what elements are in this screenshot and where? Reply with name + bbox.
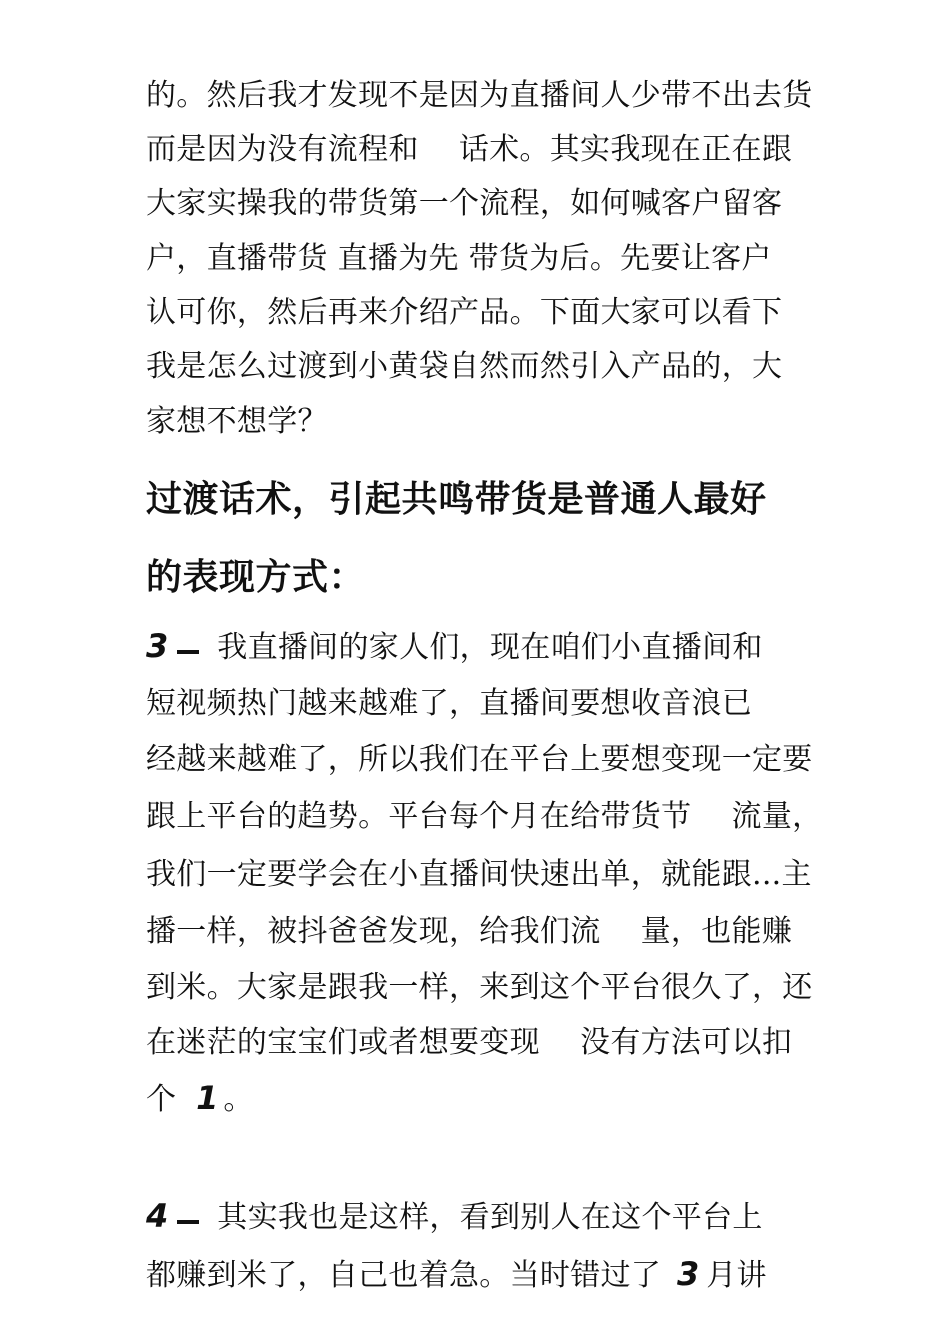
item-text: 我直播间的家人们，现在咱们小直播间和: [217, 630, 763, 665]
paragraph-line: 我们一定要学会在小直播间快速出单，就能跟...主: [146, 857, 812, 892]
text-fragment: 月讲: [706, 1258, 767, 1293]
item-number: 3: [146, 627, 170, 665]
paragraph-line: 在迷茫的宝宝们或者想要变现 没有方法可以扣: [146, 1025, 793, 1060]
section-heading-line: 的表现方式：: [146, 557, 366, 598]
paragraph-line: [146, 1254, 836, 1296]
paragraph-line: 经越来越难了，所以我们在平台上要想变现一定要: [146, 742, 813, 777]
paragraph-line: 大家实操我的带货第一个流程，如何喊客户留客: [146, 186, 783, 221]
number-dash: [177, 650, 199, 654]
text-fragment: 。: [223, 1082, 254, 1117]
list-item-first-line: [146, 626, 836, 668]
paragraph-line: 播一样，被抖爸爸发现，给我们流 量，也能赚: [146, 914, 793, 949]
text-fragment: 都赚到米了，自己也着急。当时错过了: [146, 1258, 662, 1293]
inline-number: 1: [196, 1079, 220, 1117]
paragraph-line: 我是怎么过渡到小黄袋自然而然引入产品的，大: [146, 349, 783, 384]
paragraph-line: 短视频热门越来越难了，直播间要想收音浪已: [146, 686, 752, 721]
paragraph-line: 家想不想学？: [146, 404, 328, 439]
paragraph-line: 跟上平台的趋势。平台每个月在给带货节 流量，: [146, 799, 823, 834]
list-item-first-line: [146, 1196, 836, 1238]
item-text: 其实我也是这样，看到别人在这个平台上: [217, 1200, 763, 1235]
paragraph-line: 而是因为没有流程和 话术。其实我现在正在跟: [146, 132, 793, 167]
text-fragment: 个: [146, 1082, 177, 1117]
inline-number: 3: [676, 1255, 701, 1293]
number-dash: [177, 1220, 199, 1224]
paragraph-line: 到米。大家是跟我一样，来到这个平台很久了，还: [146, 970, 813, 1005]
paragraph-line: [146, 1078, 836, 1120]
paragraph-line: 的。然后我才发现不是因为直播间人少带不出去货: [146, 78, 813, 113]
item-number: 4: [146, 1197, 170, 1235]
paragraph-line: 认可你，然后再来介绍产品。下面大家可以看下: [146, 295, 783, 330]
section-heading-line: 过渡话术，引起共鸣带货是普通人最好: [146, 479, 767, 520]
paragraph-line: 户，直播带货 直播为先 带货为后。先要让客户: [146, 241, 772, 276]
